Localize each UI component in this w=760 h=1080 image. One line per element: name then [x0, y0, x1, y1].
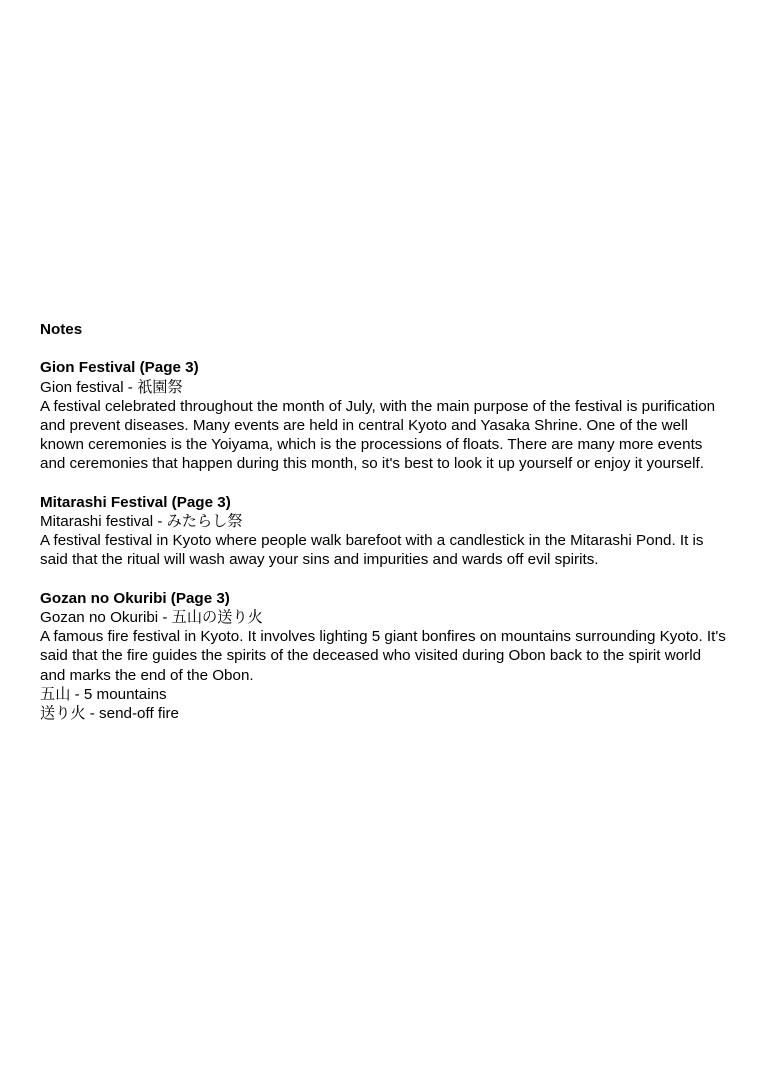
section-subtitle: Mitarashi festival - みたらし祭: [40, 513, 243, 530]
section-mitarashi-festival: [40, 493, 730, 570]
section-body: A festival festival in Kyoto where people walk barefoot with a candlestick in the Mitarashi Pond. It is said that the ritual will wash away your sins and impurities and wards off evil spirits.: [40, 532, 704, 569]
section-subtitle: Gion festival - 祇園祭: [40, 378, 183, 396]
section-subtitle: Gozan no Okuribi - 五山の送り火: [40, 609, 263, 626]
section-body: A famous fire festival in Kyoto. It involves lighting 5 giant bonfires on mountains surrounding Kyoto. It's said that the fire guides the spirits of the deceased who visited during Obon back to the spirit world and marks the end of the Obon.: [40, 628, 726, 684]
section-body: A festival celebrated throughout the month of July, with the main purpose of the festival is purification and prevent diseases. Many events are held in central Kyoto and Yasaka Shrine. One of the well known ceremonies is the Yoiyama, which is the processions of floats. There are many more events and ceremonies that happen during this month, so it's best to look it up yourself or enjoy it yourself.: [40, 397, 716, 473]
glossary-item: 送り火 - send-off fire: [40, 705, 179, 723]
section-gion-festival: [40, 358, 730, 473]
section-heading: Mitarashi Festival (Page 3): [40, 493, 231, 511]
section-heading: Gozan no Okuribi (Page 3): [40, 589, 230, 607]
spacer: [40, 339, 730, 358]
notes-content: [40, 320, 730, 723]
spacer: [40, 570, 730, 589]
notes-title: Notes: [40, 321, 83, 338]
spacer: [40, 474, 730, 493]
glossary-item: 五山 - 5 mountains: [40, 685, 167, 703]
section-heading: Gion Festival (Page 3): [40, 359, 199, 377]
section-gozan-no-okuribi: [40, 589, 730, 723]
